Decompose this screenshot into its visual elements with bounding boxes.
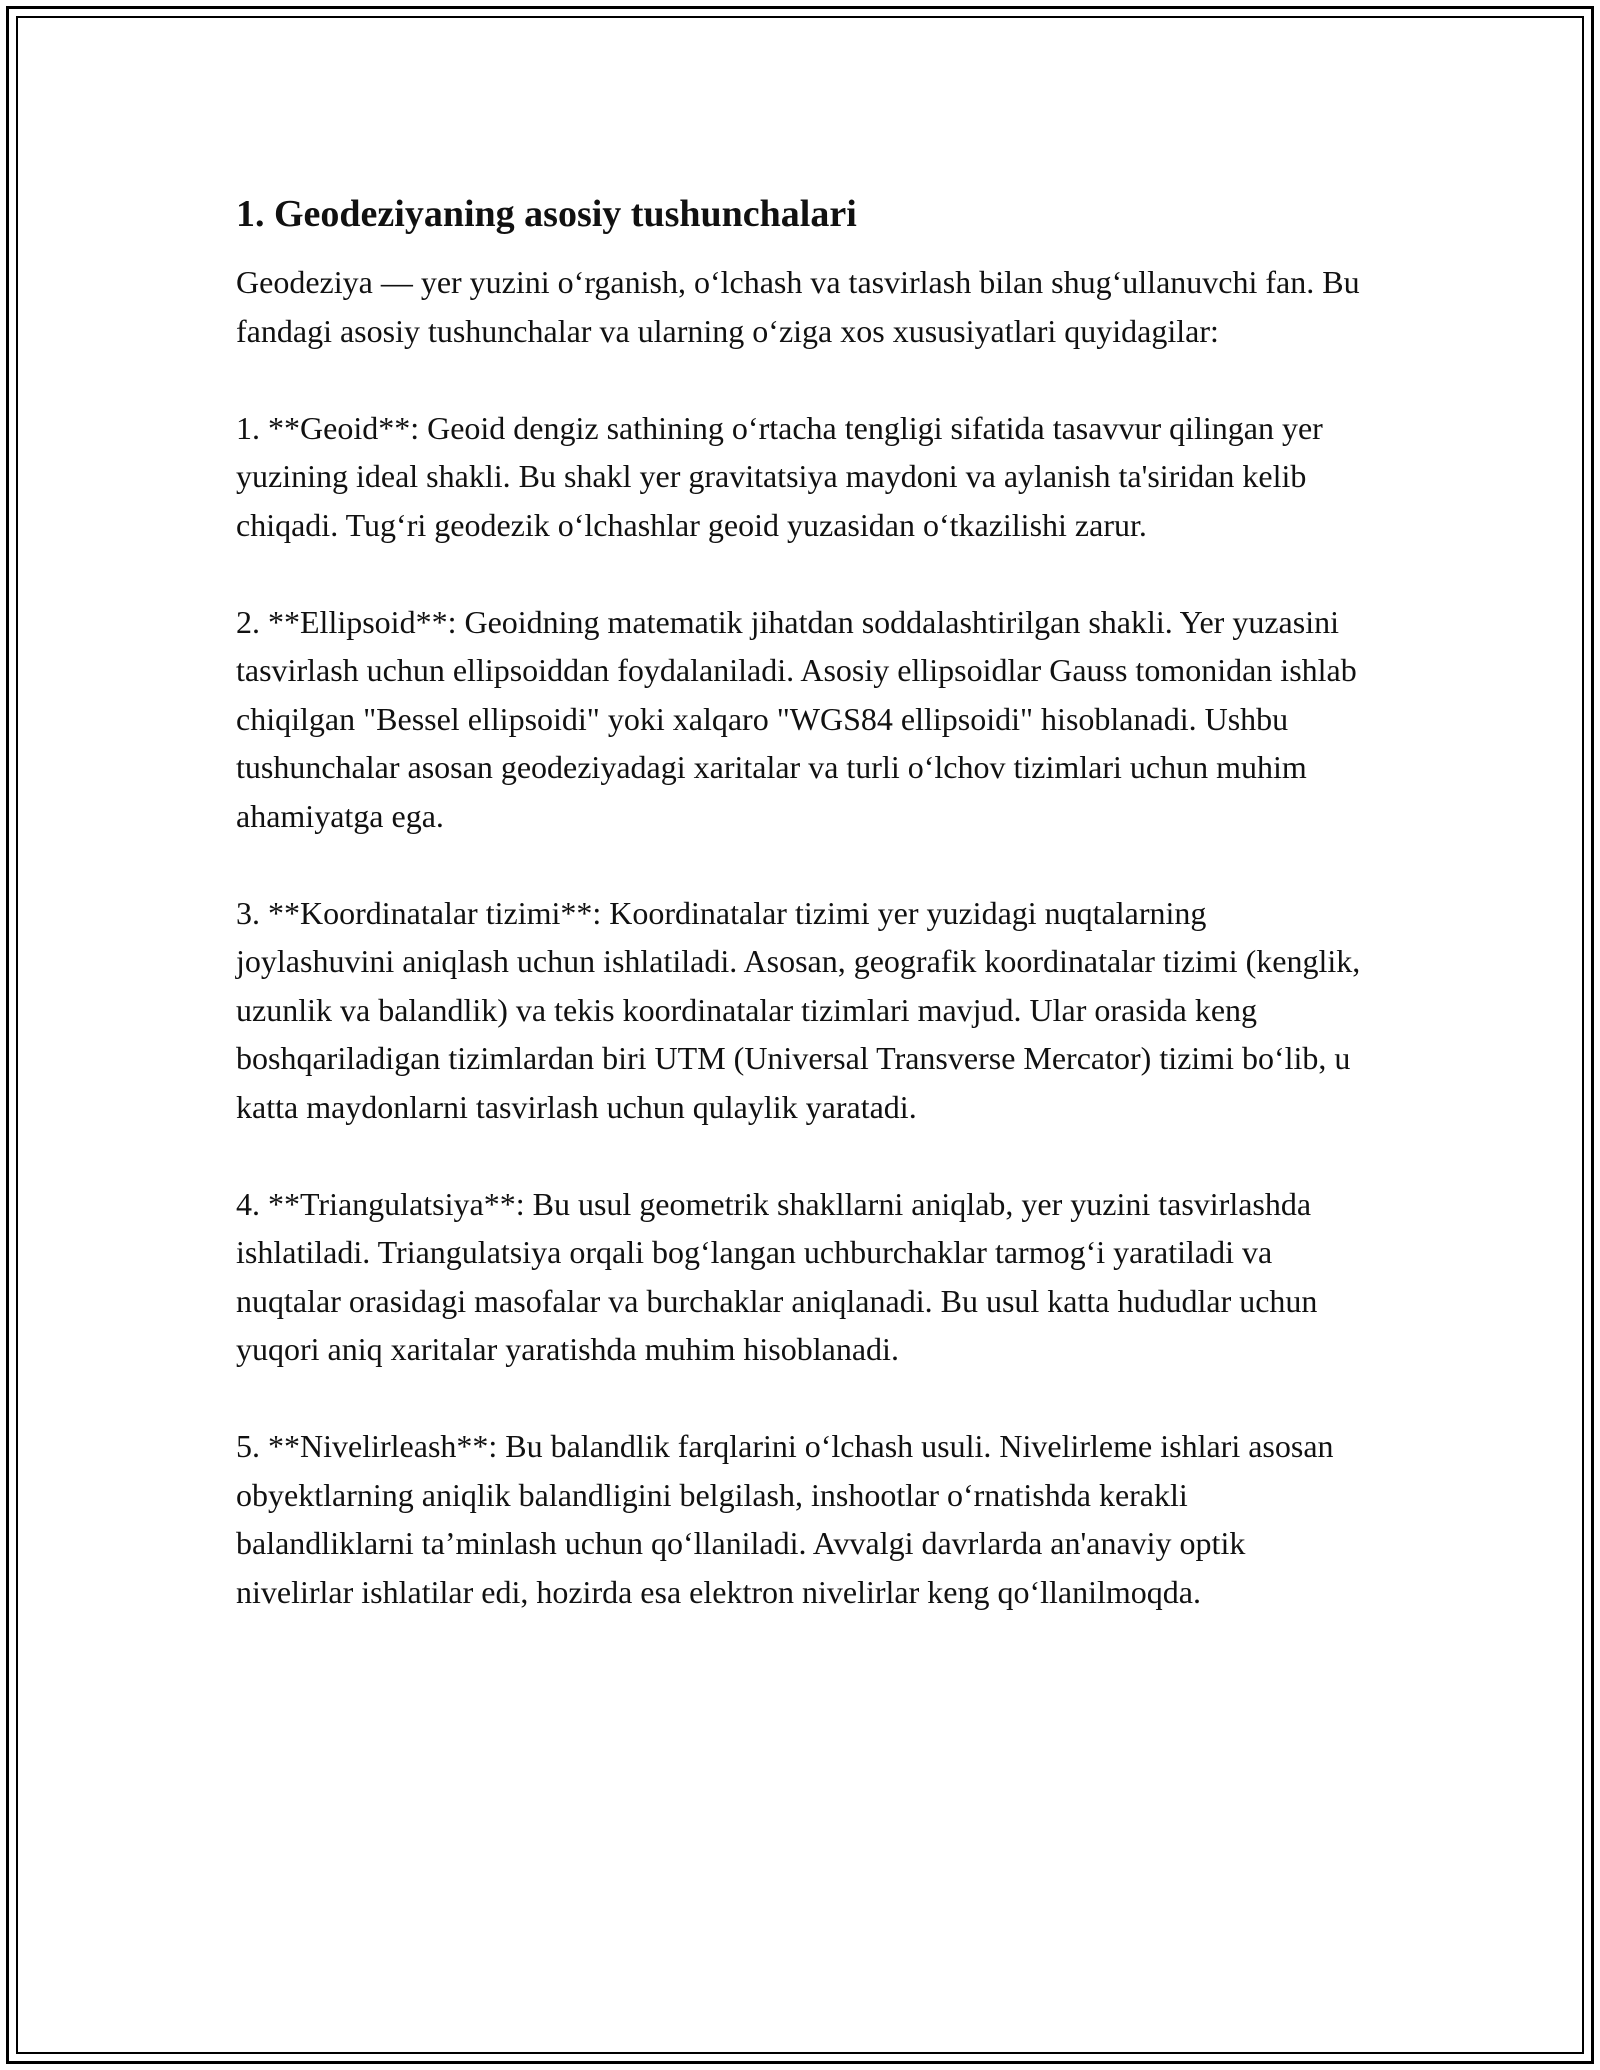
document-body	[236, 186, 1366, 1616]
item-geoid: 1. **Geoid**: Geoid dengiz sathining o‘rtacha tengligi sifatida tasavvur qilingan yer yuzining ideal shakli. Bu shakl yer gravitatsiya maydoni va aylanish ta'siridan kelib chiqadi. Tug‘ri geodezik o‘lchashlar geoid yuzasidan o‘tkazilishi zarur.	[236, 409, 1323, 543]
item-triangulation: 4. **Triangulatsiya**: Bu usul geometrik shakllarni aniqlab, yer yuzini tasvirlashda ishlatiladi. Triangulatsiya orqali bog‘langan uchburchaklar tarmog‘i yaratiladi va nuqtalar orasidagi masofalar va burchaklar aniqlanadi. Bu usul katta hududlar uchun yuqori aniq xaritalar yaratishda muhim hisoblanadi.	[236, 1185, 1318, 1367]
intro-paragraph: Geodeziya — yer yuzini o‘rganish, o‘lchash va tasvirlash bilan shug‘ullanuvchi fan. Bu fandagi asosiy tushunchalar va ularning o‘ziga xos xususiyatlari quyidagilar:	[236, 264, 1360, 349]
item-ellipsoid: 2. **Ellipsoid**: Geoidning matematik jihatdan soddalashtirilgan shakli. Yer yuzasini tasvirlash uchun ellipsoiddan foydalaniladi. Asosiy ellipsoidlar Gauss tomonidan ishlab chiqilgan "Bessel ellipsoidi" yoki xalqaro "WGS84 ellipsoidi" hisoblanadi. Ushbu tushunchalar asosan geodeziyadagi xaritalar va turli o‘lchov tizimlari uchun muhim ahamiyatga ega.	[236, 603, 1357, 834]
item-coordinate-system: 3. **Koordinatalar tizimi**: Koordinatalar tizimi yer yuzidagi nuqtalarning joylashuvini aniqlash uchun ishlatiladi. Asosan, geografik koordinatalar tizimi (kenglik, uzunlik va balandlik) va tekis koordinatalar tizimlari mavjud. Ular orasida keng boshqariladigan tizimlardan biri UTM (Universal Transverse Mercator) tizimi bo‘lib, u katta maydonlarni tasvirlash uchun qulaylik yaratadi.	[236, 894, 1361, 1125]
item-leveling: 5. **Nivelirleash**: Bu balandlik farqlarini o‘lchash usuli. Nivelirleme ishlari asosan obyektlarning aniqlik balandligini belgilash, inshootlar o‘rnatishda kerakli balandliklarni ta’minlash uchun qo‘llaniladi. Avvalgi davrlarda an'anaviy optik nivelirlar ishlatilar edi, hozirda esa elektron nivelirlar keng qo‘llanilmoqda.	[236, 1428, 1334, 1610]
document-title: 1. Geodeziyaning asosiy tushunchalari	[236, 193, 857, 235]
